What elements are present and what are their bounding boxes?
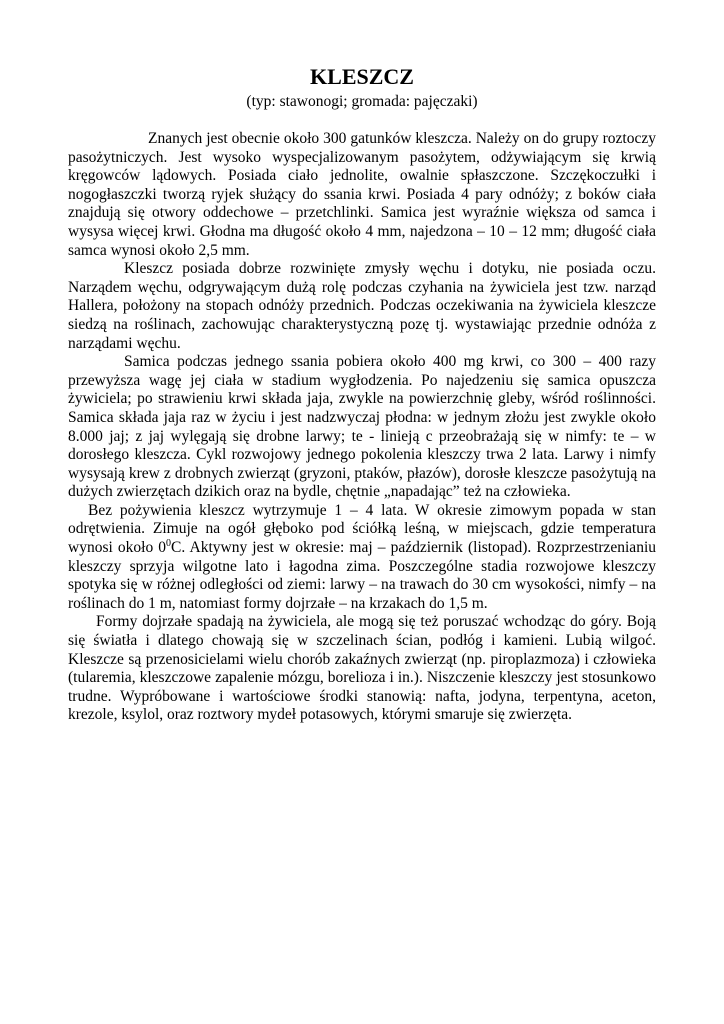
- paragraph-survival-text: Bez pożywienia kleszcz wytrzymuje 1 – 4 lata. W okresie zimowym popada w stan odrętwienia. Zimuje na ogół głęboko pod ściółką leśną, w miejscach, gdzie temperatura wynosi około 0: [68, 501, 656, 557]
- document-body: [68, 130, 656, 725]
- paragraph-survival: [68, 502, 656, 614]
- paragraph-senses: Kleszcz posiada dobrze rozwinięte zmysły węchu i dotyku, nie posiada oczu. Narządem węchu, odgrywającym dużą rolę podczas czyhania na żywiciela jest tzw. narząd Hallera, położony na stopach odnóży przednich. Podczas oczekiwania na żywiciela kleszcze siedzą na roślinach, zachowując charakterystyczną pozę tj. wystawiając przednie odnóża z narządami węchu.: [68, 260, 656, 352]
- paragraph-intro: Znanych jest obecnie około 300 gatunków kleszcza. Należy on do grupy roztoczy pasożytniczych. Jest wysoko wyspecjalizowanym pasożytem, odżywiającym się krwią kręgowców lądowych. Posiada ciało jednolite, owalnie spłaszczone. Szczękoczułki i nogogłaszczki tworzą ryjek służący do ssania krwi. Posiada 4 pary odnóży; z boków ciała znajdują się otwory oddechowe – przetchlinki. Samica jest wyraźnie większa od samca i wysysa więcej krwi. Głodna ma długość około 4 mm, najedzona – 10 – 12 mm; długość ciała samca wynosi około 2,5 mm.: [68, 130, 656, 259]
- degree-superscript: 0: [166, 537, 172, 549]
- paragraph-behaviour-diseases: Formy dojrzałe spadają na żywiciela, ale mogą się też poruszać wchodząc do góry. Boją się światła i dlatego chowają się w szczelinach ścian, podłóg i kamieni. Lubią wilgoć. Kleszcze są przenosicielami wielu chorób zakaźnych zwierząt (np. piroplazmoza) i człowieka (tularemia, kleszczowe zapalenie mózgu, borelioza i in.). Niszczenie kleszczy jest stosunkowo trudne. Wypróbowane i wartościowe środki stanowią: nafta, jodyna, terpentyna, aceton, krezole, ksylol, oraz roztwory mydeł potasowych, którymi smaruje się zwierzęta.: [68, 613, 656, 724]
- paragraph-feeding-reproduction: Samica podczas jednego ssania pobiera około 400 mg krwi, co 300 – 400 razy przewyższa wagę jej ciała w stadium wygłodzenia. Po najedzeniu się samica opuszcza żywiciela; po strawieniu krwi składa jaja, zwykle na powierzchnię gleby, wśród roślinności. Samica składa jaja raz w życiu i jest nadzwyczaj płodna: w jednym złożu jest zwykle około 8.000 jaj; z jaj wylęgają się drobne larwy; te - linieją c przeobrażają się w nimfy: te – w dorosłego kleszcza. Cykl rozwojowy jednego pokolenia kleszczy trwa 2 lata. Larwy i nimfy wysysają krew z drobnych zwierząt (gryzoni, ptaków, płazów), dorosłe kleszcze pasożytują na dużych zwierzętach dzikich oraz na bydle, chętnie „napadając” też na człowieka.: [68, 353, 656, 501]
- paragraph-survival-continuation: C. Aktywny jest w okresie: maj – październik (listopad). Rozprzestrzenianiu kleszczy sprzyja wilgotne lato i łagodna zima. Poszczególne stadia rozwojowe kleszczy spotyka się w różnej odległości od ziemi: larwy – na trawach do 30 cm wysokości, nimfy – na roślinach do 1 m, natomiast formy dojrzałe – na krzakach do 1,5 m.: [68, 539, 656, 612]
- document-title: KLESZCZ: [310, 64, 414, 89]
- document-subtitle: (typ: stawonogi; gromada: pajęczaki): [246, 93, 478, 110]
